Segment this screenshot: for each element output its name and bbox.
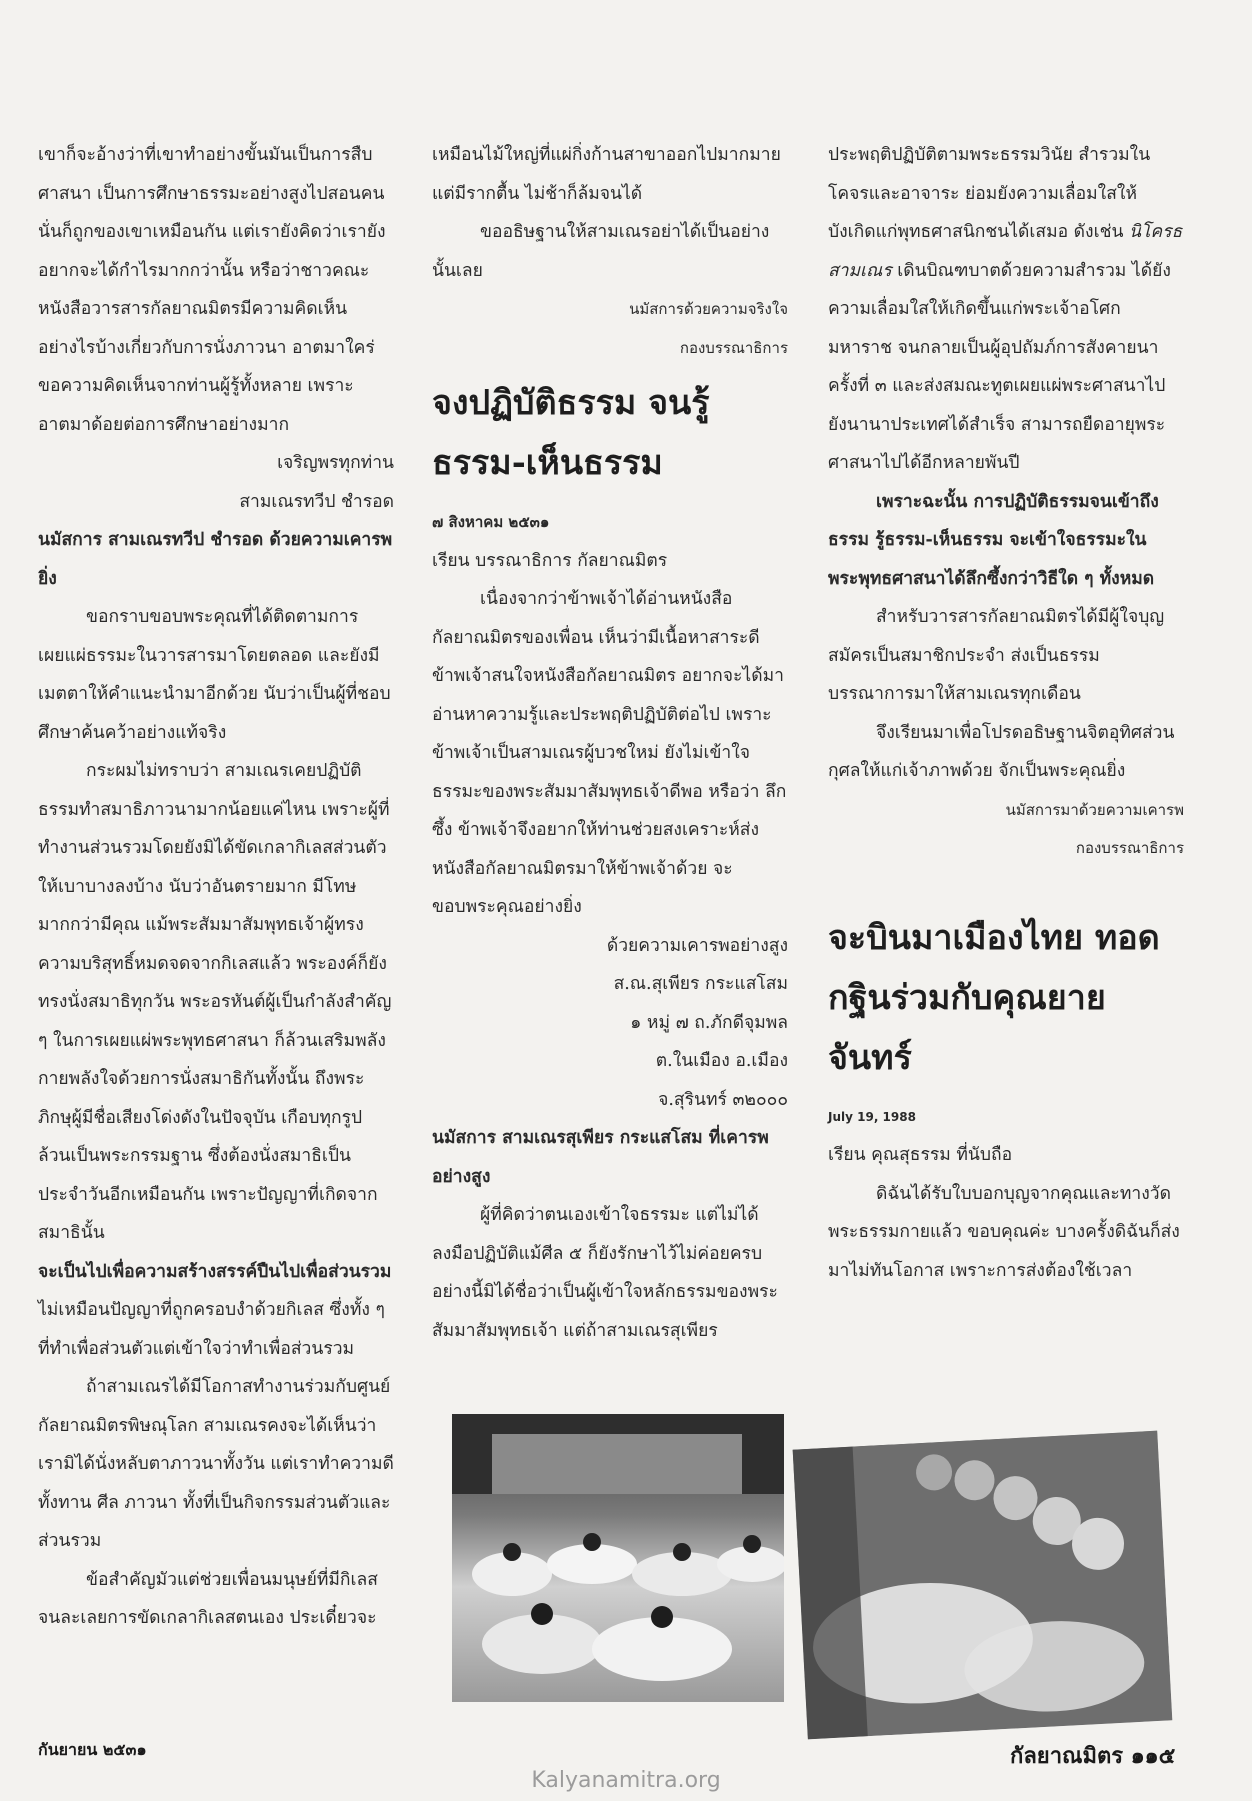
emphasis-paragraph: จะเป็นไปเพื่อความสร้างสรรค์ปืนไปเพื่อส่วนรวม xyxy=(38,1261,392,1282)
signature-line: นมัสการด้วยความจริงใจ xyxy=(629,300,788,318)
paragraph xyxy=(828,136,1184,483)
emphasis-paragraph: เพราะฉะนั้น การปฏิบัติธรรมจนเข้าถึงธรรม รู้ธรรม-เห็นธรรม จะเข้าใจธรรมะในพระพุทธศาสนาได้ลึกซึ้งกว่าวิธีใด ๆ ทั้งหมด xyxy=(828,491,1159,589)
paragraph: ขออธิษฐานให้สามเณรอย่าได้เป็นอย่างนั้นเลย xyxy=(432,222,770,281)
footer-date: กันยายน ๒๕๓๑ xyxy=(38,1740,147,1759)
photo-monks-procession-image xyxy=(793,1431,1173,1740)
column-middle xyxy=(432,136,788,1350)
article-heading: จะบินมาเมืองไทย ทอดกฐินร่วมกับคุณยายจันทร์ xyxy=(828,917,1160,1078)
signature-name: กองบรรณาธิการ xyxy=(1075,839,1184,857)
photo-meditation-crowd-image xyxy=(452,1414,784,1702)
paragraph: ดิฉันได้รับใบบอกบุญจากคุณและทางวัดพระธรรมกายแล้ว ขอบคุณค่ะ บางครั้งดิฉันก็ส่งมาไม่ทันโอกาส เพราะการส่งต้องใช้เวลา xyxy=(828,1183,1180,1281)
address-line: ส.ณ.สุเพียร กระแสโสม xyxy=(613,974,788,994)
paragraph: เนื่องจากว่าข้าพเจ้าได้อ่านหนังสือกัลยาณมิตรของเพื่อน เห็นว่ามีเนื้อหาสาระดีข้าพเจ้าสนใจหนังสือกัลยาณมิตร อยากจะได้มาอ่านหาความรู้และประพฤติปฏิบัติต่อไป เพราะข้าพเจ้าเป็นสามเณรผู้บวชใหม่ ยังไม่เข้าใจธรรมะของพระสัมมาสัมพุทธเจ้าดีพอ หรือว่า ลึกซึ้ง ข้าพเจ้าจึงอยากให้ท่านช่วยสงเคราะห์ส่งหนังสือกัลยาณมิตรมาให้ข้าพเจ้าด้วย จะขอบพระคุณอย่างยิ่ง xyxy=(432,589,787,917)
paragraph: เขาก็จะอ้างว่าที่เขาทำอย่างขั้นมันเป็นการสืบศาสนา เป็นการศึกษาธรรมะอย่างสูงไปสอนคน นั่นก็ถูกของเขาเหมือนกัน แต่เรายังคิดว่าเรายังอยากจะได้กำไรมากกว่านั้น หรือว่าชาวคณะหนังสือวารสารกัลยาณมิตรมีความคิดเห็นอย่างไรบ้างเกี่ยวกับการนั่งภาวนา อาตมาใคร่ขอความคิดเห็นจากท่านผู้รู้ทั้งหลาย เพราะอาตมาด้อยต่อการศึกษาอย่างมาก xyxy=(38,145,386,435)
column-right xyxy=(828,136,1184,1290)
signature-line: นมัสการมาด้วยความเคารพ xyxy=(1005,800,1184,819)
paragraph: จึงเรียนมาเพื่อโปรดอธิษฐานจิตอุทิศส่วนกุศลให้แก่เจ้าภาพด้วย จักเป็นพระคุณยิ่ง xyxy=(828,722,1175,781)
letter-recipient: เรียน บรรณาธิการ กัลยาณมิตร xyxy=(432,550,668,571)
paragraph: ข้อสำคัญมัวแต่ช่วยเพื่อนมนุษย์ที่มีกิเลสจนละเลยการขัดเกลากิเลสตนเอง ประเดี๋ยวจะ xyxy=(38,1569,378,1628)
article-heading: จงปฏิบัติธรรม จนรู้ธรรม-เห็นธรรม xyxy=(432,383,710,483)
paragraph: ผู้ที่คิดว่าตนเองเข้าใจธรรมะ แต่ไม่ได้ลงมือปฏิบัติแม้ศีล ๕ ก็ยังรักษาไว้ไม่ค่อยครบ อย่างนี้มิได้ชื่อว่าเป็นผู้เข้าใจหลักธรรมของพระสัมมาสัมพุทธเจ้า แต่ถ้าสามเณรสุเพียร xyxy=(432,1205,778,1341)
photo-monks-procession xyxy=(793,1431,1173,1740)
paragraph: ถ้าสามเณรได้มีโอกาสทำงานร่วมกับศูนย์กัลยาณมิตรพิษณุโลก สามเณรคงจะได้เห็นว่าเรามิได้นั่งหลับตาภาวนาทั้งวัน แต่เราทำความดีทั้งทาน ศีล ภาวนา ทั้งที่เป็นกิจกรรมส่วนตัวและส่วนรวม xyxy=(38,1377,394,1551)
emphasis-name: นิโครธสามเณร xyxy=(828,222,1183,281)
address-line: ต.ในเมือง อ.เมือง xyxy=(655,1051,788,1071)
letter-date: July 19, 1988 xyxy=(828,1109,916,1124)
watermark: Kalyanamitra.org xyxy=(531,1768,721,1793)
footer-page-number: กัลยาณมิตร ๑๑๕ xyxy=(1010,1743,1176,1769)
signature-name: กองบรรณาธิการ xyxy=(679,338,788,357)
paragraph: สำหรับวารสารกัลยาณมิตรได้มีผู้ใจบุญสมัครเป็นสมาชิกประจำ ส่งเป็นธรรมบรรณาการมาให้สามเณรทุกเดือน xyxy=(828,607,1165,704)
paragraph: เหมือนไม้ใหญ่ที่แผ่กิ่งก้านสาขาออกไปมากมาย แต่มีรากตื้น ไม่ช้าก็ล้มจนได้ xyxy=(432,145,781,204)
paragraph: ไม่เหมือนปัญญาที่ถูกครอบงำด้วยกิเลส ซึ่งทั้ง ๆ ที่ทำเพื่อส่วนตัวแต่เข้าใจว่าทำเพื่อส่วนรวม xyxy=(38,1300,385,1359)
signature-line: เจริญพรทุกท่าน xyxy=(277,453,394,473)
address-line: ด้วยความเคารพอย่างสูง xyxy=(606,935,788,956)
salutation: นมัสการ สามเณรทวีป ชำรอด ด้วยความเคารพยิ่ง xyxy=(38,530,393,589)
paragraph: กระผมไม่ทราบว่า สามเณรเคยปฏิบัติธรรมทำสมาธิภาวนามากน้อยแค่ไหน เพราะผู้ที่ทำงานส่วนรวมโดยยังมิได้ขัดเกลากิเลสส่วนตัวให้เบาบางลงบ้าง นับว่าอันตรายมาก มีโทษมากกว่ามีคุณ แม้พระสัมมาสัมพุทธเจ้าผู้ทรงความบริสุทธิ์หมดจดจากกิเลสแล้ว พระองค์ก็ยังทรงนั่งสมาธิทุกวัน พระอรหันต์ผู้เป็นกำลังสำคัญ ๆ ในการเผยแผ่พระพุทธศาสนา ก็ล้วนเสริมพลังกายพลังใจด้วยการนั่งสมาธิกันทั้งนั้น ถึงพระภิกษุผู้มีชื่อเสียงโด่งดังในปัจจุบัน เกือบทุกรูปล้วนเป็นพระกรรมฐาน ซึ่งต้องนั่งสมาธิเป็นประจำวันอีกเหมือนกัน เพราะปัญญาที่เกิดจากสมาธินั้น xyxy=(38,761,392,1243)
photo-meditation-crowd xyxy=(452,1414,784,1702)
letter-recipient: เรียน คุณสุธรรม ที่นับถือ xyxy=(828,1145,1013,1165)
salutation: นมัสการ สามเณรสุเพียร กระแสโสม ที่เคารพอย่างสูง xyxy=(432,1128,769,1187)
address-line: ๑ หมู่ ๗ ถ.ภักดีจุมพล xyxy=(630,1012,788,1033)
paragraph: ขอกราบขอบพระคุณที่ได้ติดตามการเผยแผ่ธรรมะในวารสารมาโดยตลอด และยังมีเมตตาให้คำแนะนำมาอีกด้วย นับว่าเป็นผู้ที่ชอบศึกษาค้นคว้าอย่างแท้จริง xyxy=(38,607,391,743)
paragraph-text: ประพฤติปฏิบัติตามพระธรรมวินัย สำรวมในโคจรและอาจาระ ย่อมยังความเลื่อมใสให้บังเกิดแก่พุทธศาสนิกชนได้เสมอ ดังเช่น xyxy=(828,145,1151,242)
paragraph-text: เดินบิณฑบาตด้วยความสำรวม ได้ยังความเลื่อมใสให้เกิดขึ้นแก่พระเจ้าอโศกมหาราช จนกลายเป็นผู้อุปถัมภ์การสังคายนาครั้งที่ ๓ และส่งสมณะทูตเผยแผ่พระศาสนาไปยังนานาประเทศได้สำเร็จ สามารถยืดอายุพระศาสนาไปได้อีกหลายพันปี xyxy=(828,260,1171,473)
address-line: จ.สุรินทร์ ๓๒๐๐๐ xyxy=(658,1089,788,1110)
letter-date: ๗ สิงหาคม ๒๕๓๑ xyxy=(432,513,550,531)
signature-name: สามเณรทวีป ชำรอด xyxy=(239,491,394,512)
column-left xyxy=(38,136,394,1638)
